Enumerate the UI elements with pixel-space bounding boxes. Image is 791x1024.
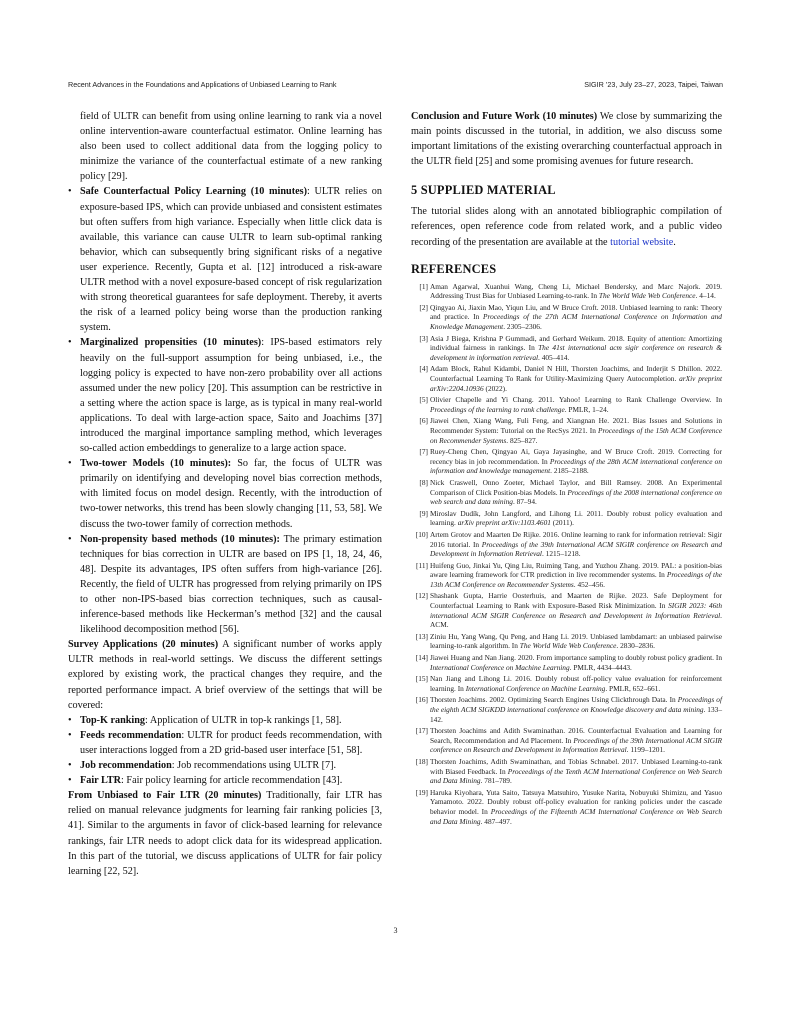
- online-ltr-continuation: field of ULTR can benefit from using online learning to rank via a novel online intervention-aware counterfactual estimator. Online learning has also been used to collect additional data from the logging policy to minimize the variance of the counterfactual estimate of a new ranking policy [29].: [80, 111, 382, 183]
- reference-item: [411, 726, 722, 755]
- reference-item: [411, 530, 722, 559]
- reference-pages: (2011).: [550, 518, 574, 528]
- reference-pages: . PMLR, 4434–4443.: [569, 662, 632, 672]
- reference-authors-title: Thorsten Joachims, Adith Swaminathan, and Tobias Schnabel. 2017. Unbiased Learning-to-rank with Biased Feedback. In: [430, 756, 722, 776]
- application-item: [68, 728, 382, 758]
- reference-item: [411, 674, 722, 693]
- reference-pages: . 781–789.: [480, 776, 512, 786]
- conclusion-title: Conclusion and Future Work (10 minutes): [411, 111, 598, 122]
- application-title: Feeds recommendation: [80, 729, 182, 741]
- conclusion-paragraph: [411, 109, 722, 169]
- reference-venue: The World Wide Web Conference: [519, 641, 617, 651]
- topic-title: Non-propensity based methods (10 minutes):: [80, 533, 280, 545]
- reference-venue: SIGIR 2023: 46th international ACM SIGIR Conference on Research and Development in Information Retrieval: [430, 601, 723, 620]
- reference-venue: Proceedings of the 39th International ACM SIGIR conference on Research and Development in Information Retrieval: [430, 735, 722, 755]
- reference-item: [411, 757, 722, 786]
- reference-item: [411, 478, 722, 507]
- application-text: : Fair policy learning for article recommendation [43].: [121, 775, 343, 787]
- application-text: : Application of ULTR in top-k rankings [1, 58].: [145, 714, 342, 726]
- topic-safe-policy-learning: [68, 184, 382, 335]
- reference-venue: arXiv preprint arXiv:1103.4601: [457, 518, 551, 528]
- reference-number: [15]: [415, 674, 428, 684]
- reference-authors-title: Haruka Kiyohara, Yuta Saito, Tatsuya Matsuhiro, Yusuke Narita, Nobuyuki Shimizu, and Yasuo Yamamoto. 2022. Doubly robust off-policy evaluation for ranking policies under the cascade behavior model. In: [430, 787, 722, 816]
- running-header-venue: SIGIR ’23, July 23–27, 2023, Taipei, Taiwan: [584, 80, 723, 89]
- reference-venue: Proceedings of the Tenth ACM International Conference on Web Search and Data Mining: [430, 766, 722, 786]
- references-heading: REFERENCES: [411, 261, 497, 276]
- reference-item: [411, 509, 722, 528]
- reference-number: [2]: [419, 302, 428, 312]
- application-title: Job recommendation: [80, 760, 172, 772]
- reference-venue: arXiv preprint arXiv:2204.10936: [430, 374, 723, 393]
- reference-venue: International Conference on Machine Learning: [465, 683, 606, 693]
- reference-pages: . 825–827.: [506, 435, 538, 445]
- reference-pages: . ACM.: [430, 610, 722, 630]
- reference-pages: . 405–414.: [538, 352, 570, 362]
- reference-item: [411, 788, 722, 826]
- reference-pages: . 2305–2306.: [503, 322, 542, 332]
- reference-pages: . 133–142.: [430, 705, 722, 724]
- reference-venue: Proceedings of the eighth ACM SIGKDD international conference on Knowledge discovery and data mining: [430, 695, 722, 714]
- reference-authors-title: Ziniu Hu, Yang Wang, Qu Peng, and Hang Li. 2019. Unbiased lambdamart: an unbiased pairwise learning-to-rank algorithm. In: [430, 631, 722, 651]
- reference-venue: Proceedings of the 28th ACM international conference on information and knowledge management: [430, 456, 722, 476]
- reference-pages: . 1215–1218.: [541, 549, 581, 559]
- conclusion-text: We close by summarizing the main points discussed in the tutorial, in addition, we also discuss some important limitations of the existing overarching counterfactual approach in the ULTR field [25] and some promising avenues for future research.: [411, 111, 722, 168]
- survey-applications-text: A significant number of works apply ULTR methods in real-world settings. We discuss the different settings explored by existing work, the practical changes they require, and the reported performance impact. A brief overview of the settings that will be covered:: [68, 639, 382, 711]
- application-title: Top-K ranking: [80, 714, 146, 726]
- reference-number: [12]: [415, 591, 428, 601]
- reference-item: [411, 632, 722, 651]
- running-header: [68, 80, 723, 92]
- reference-authors-title: Asia J Biega, Krishna P Gummadi, and Gerhard Weikum. 2018. Equity of attention: Amortizing individual fairness in rankings. In: [430, 333, 722, 353]
- reference-venue: Proceedings of the 39th International ACM SIGIR conference on Research and Development in Information Retrieval: [430, 539, 722, 559]
- topic-non-propensity-methods: [68, 532, 382, 638]
- application-item: [68, 713, 382, 728]
- fair-ltr-paragraph: [68, 788, 382, 879]
- reference-item: [411, 282, 722, 301]
- reference-venue: Proceedings of the Fifteenth ACM International Conference on Web Search and Data Mining: [430, 806, 722, 826]
- reference-item: [411, 364, 722, 393]
- topic-list: [68, 184, 382, 637]
- reference-number: [17]: [415, 726, 428, 736]
- topic-text: So far, the focus of ULTR was primarily on identifying and developing novel bias correction methods, with limited focus on model design. Recently, with the introduction of two-tower networks, this trend has been slowly changing [11, 53, 58]. We discuss the two-tower family of correction methods.: [80, 458, 382, 530]
- reference-authors-title: Thorsten Joachims and Adith Swaminathan. 2016. Counterfactual Evaluation and Learning for Search, Recommendation and Ad Placement. In: [430, 726, 722, 745]
- reference-venue: The World Wide Web Conference: [598, 291, 696, 301]
- reference-number: [3]: [419, 333, 428, 343]
- reference-pages: . 4–14.: [695, 291, 716, 301]
- reference-pages: . 1199–1201.: [626, 745, 665, 755]
- fair-ltr-title: From Unbiased to Fair LTR (20 minutes): [68, 790, 262, 802]
- reference-authors-title: Shashank Gupta, Harrie Oosterhuis, and Maarten de Rijke. 2023. Safe Deployment for Counterfactual Learning to Rank with Exposure-Based Risk Minimization. In: [430, 591, 722, 611]
- tutorial-website-link[interactable]: tutorial website: [610, 236, 674, 248]
- reference-venue: International Conference on Machine Learning: [430, 662, 570, 672]
- reference-authors-title: Nick Craswell, Onno Zoeter, Michael Taylor, and Bill Ramsey. 2008. An Experimental Comparison of Click Position-bias Models. In: [430, 477, 722, 497]
- survey-applications-title: Survey Applications (20 minutes): [68, 639, 219, 651]
- application-text: : ULTR for product feeds recommendation, with user interactions logged from a 2D grid-based user interface [51, 58].: [80, 729, 382, 756]
- reference-number: [14]: [415, 653, 428, 663]
- topic-marginalized-propensities: [68, 335, 382, 456]
- topic-title: Marginalized propensities (10 minutes): [80, 337, 262, 349]
- application-item: [68, 758, 382, 773]
- reference-number: [7]: [419, 447, 428, 457]
- reference-pages: . 487–497.: [480, 816, 512, 826]
- supplied-material-text: [411, 204, 722, 249]
- reference-authors-title: Miroslav Dudík, John Langford, and Lihong Li. 2011. Doubly robust policy evaluation and learning.: [430, 508, 722, 528]
- reference-item: [411, 447, 722, 476]
- reference-authors-title: Artem Grotov and Maarten De Rijke. 2016. Online learning to rank for information retrieval: Sigir 2016 tutorial. In: [430, 529, 722, 549]
- reference-item: [411, 395, 722, 414]
- topic-text: : ULTR relies on exposure-based IPS, which can provide unbiased and consistent estimates but often suffers from high variance. Especially when little click data is available, this variance can cause ULTR to learn sub-optimal ranking behavior, which can subsequently bring significant risks of a negative user experience. Recently, Gupta et al. [12] introduced a risk-aware ULTR method with a novel exposure-based concept of risk regularization with strong theoretical guarantees for safe deployment. Thereby, it averts the risk of a learned policy being worse than the production ranking system.: [80, 186, 382, 334]
- reference-number: [13]: [415, 631, 428, 641]
- reference-authors-title: Olivier Chapelle and Yi Chang. 2011. Yahoo! Learning to Rank Challenge Overview. In: [430, 395, 722, 405]
- reference-pages: . 2830–2836.: [616, 641, 655, 651]
- supplied-material-body: The tutorial slides along with an annotated bibliographic compilation of references, open reference code from related work, and a public video recording of the presentation are available at the: [411, 206, 722, 248]
- application-text: : Job recommendations using ULTR [7].: [171, 760, 337, 772]
- reference-authors-title: Qingyao Ai, Jiaxin Mao, Yiqun Liu, and W Bruce Croft. 2018. Unbiased learning to rank: Theory and practice. In: [430, 302, 722, 322]
- reference-item: [411, 334, 722, 363]
- reference-authors-title: Aman Agarwal, Xuanhui Wang, Cheng Li, Michael Bendersky, and Marc Najork. 2019. Addressing Trust Bias for Unbiased Learning-to-rank. In: [430, 281, 722, 301]
- reference-authors-title: Thorsten Joachims. 2002. Optimizing Search Engines Using Clickthrough Data. In: [430, 695, 678, 705]
- fair-ltr-text: Traditionally, fair LTR has relied on manual relevance judgments for learning fair ranking policies [3, 41]. Similar to the arguments in favor of click-based learning for relevance rankings, fair LTR needs to adopt click data for its widespread application. In this part of the tutorial, we discuss applications of ULTR for fair policy learning [22, 52].: [68, 790, 382, 877]
- reference-venue: Proceedings of the 13th ACM Conference on Recommender Systems: [430, 570, 723, 589]
- reference-venue: Proceedings of the learning to rank challenge: [430, 404, 565, 414]
- reference-pages: (2022).: [483, 383, 507, 393]
- reference-venue: The 41st international acm sigir conference on research & development in information retrieval: [430, 343, 722, 362]
- application-item: [68, 773, 382, 788]
- reference-number: [16]: [415, 695, 428, 705]
- reference-authors-title: Jiawei Huang and Nan Jiang. 2020. From importance sampling to doubly robust policy gradient. In: [430, 653, 722, 663]
- reference-number: [9]: [419, 508, 428, 518]
- reference-pages: . PMLR, 1–24.: [564, 404, 609, 414]
- reference-item: [411, 303, 722, 332]
- reference-pages: . 452–456.: [573, 579, 605, 589]
- reference-list: [411, 282, 722, 826]
- reference-authors-title: Jiawei Chen, Xiang Wang, Fuli Feng, and Xiangnan He. 2021. Bias Issues and Solutions in Recommender System: Tutorial on the RecSys 2021. In: [430, 416, 722, 435]
- reference-number: [5]: [419, 395, 428, 405]
- application-title: Fair LTR: [80, 775, 122, 787]
- reference-item: [411, 591, 722, 629]
- topic-title: Two-tower Models (10 minutes):: [80, 458, 232, 470]
- reference-item: [411, 561, 722, 590]
- reference-pages: . 87–94.: [512, 497, 537, 507]
- reference-number: [8]: [419, 477, 428, 487]
- supplied-material-end: .: [673, 236, 676, 248]
- reference-authors-title: Adam Block, Rahul Kidambi, Daniel N Hill, Thorsten Joachims, and Inderjit S Dhillon. 2022. Counterfactual Learning To Rank for Utility-Maximizing Query Autocompletion.: [430, 364, 722, 383]
- left-column: [68, 109, 382, 879]
- reference-authors-title: Nan Jiang and Lihong Li. 2016. Doubly robust off-policy value evaluation for reinforcement learning. In: [430, 674, 722, 693]
- reference-venue: Proceedings of the 27th ACM International Conference on Information and Knowledge Management: [430, 312, 722, 332]
- reference-item: [411, 653, 722, 672]
- topic-two-tower-models: [68, 456, 382, 531]
- reference-number: [6]: [419, 416, 428, 426]
- survey-applications-paragraph: [68, 637, 382, 712]
- reference-authors-title: Ruey-Cheng Chen, Qingyao Ai, Gaya Jayasinghe, and W Bruce Croft. 2019. Correcting for recency bias in job recommendation. In: [430, 447, 722, 466]
- reference-authors-title: Huifeng Guo, Jinkai Yu, Qing Liu, Ruiming Tang, and Yuzhou Zhang. 2019. PAL: a position-bias aware learning framework for CTR prediction in live recommender systems. In: [430, 560, 722, 580]
- page-number: 3: [393, 926, 398, 935]
- reference-number: [11]: [416, 560, 428, 570]
- running-header-title: Recent Advances in the Foundations and Applications of Unbiased Learning to Rank: [68, 80, 337, 89]
- reference-number: [1]: [419, 281, 428, 291]
- reference-venue: Proceedings of the 15th ACM Conference on Recommender Systems: [430, 425, 722, 445]
- reference-item: [411, 416, 722, 445]
- reference-number: [10]: [415, 529, 428, 539]
- topic-title: Safe Counterfactual Policy Learning (10 minutes): [80, 186, 307, 198]
- reference-number: [19]: [415, 787, 428, 797]
- right-column: [411, 109, 722, 828]
- application-list: [68, 713, 382, 788]
- reference-item: [411, 695, 722, 724]
- reference-venue: Proceedings of the 2008 international conference on web search and data mining: [430, 487, 722, 507]
- reference-number: [18]: [415, 756, 428, 766]
- topic-text: : IPS-based estimators rely heavily on the full-support assumption for being unbiased, i.e., the logging policy is expected to have non-zero probability over all actions assumed under the new policy [20]. This assumption can be restrictive in a setting where the action space is large, as is typical in many real-world applications. To deal with large-action space, Saito and Joachims [37] introduced the marginal importance sampling method, which leverages so-called action embeddings to generalize to a large action space.: [80, 337, 382, 455]
- reference-pages: . PMLR, 652–661.: [605, 683, 661, 693]
- reference-number: [4]: [419, 364, 428, 374]
- reference-pages: . 2185–2188.: [550, 466, 589, 476]
- supplied-material-heading: 5 SUPPLIED MATERIAL: [411, 183, 556, 198]
- topic-text: The primary estimation techniques for bias correction in ULTR are based on IPS [1, 18, 24, 46, 48]. Despite its advantages, IPS often suffers from high-variance [26]. Recently, the field of ULTR has progressed from relying primarily on IPS to other non-IPS-based bias correction techniques, such as causal-inference-based methods like Heckerman’s method [32] and the causal likelihood decomposition method [56].: [80, 533, 382, 636]
